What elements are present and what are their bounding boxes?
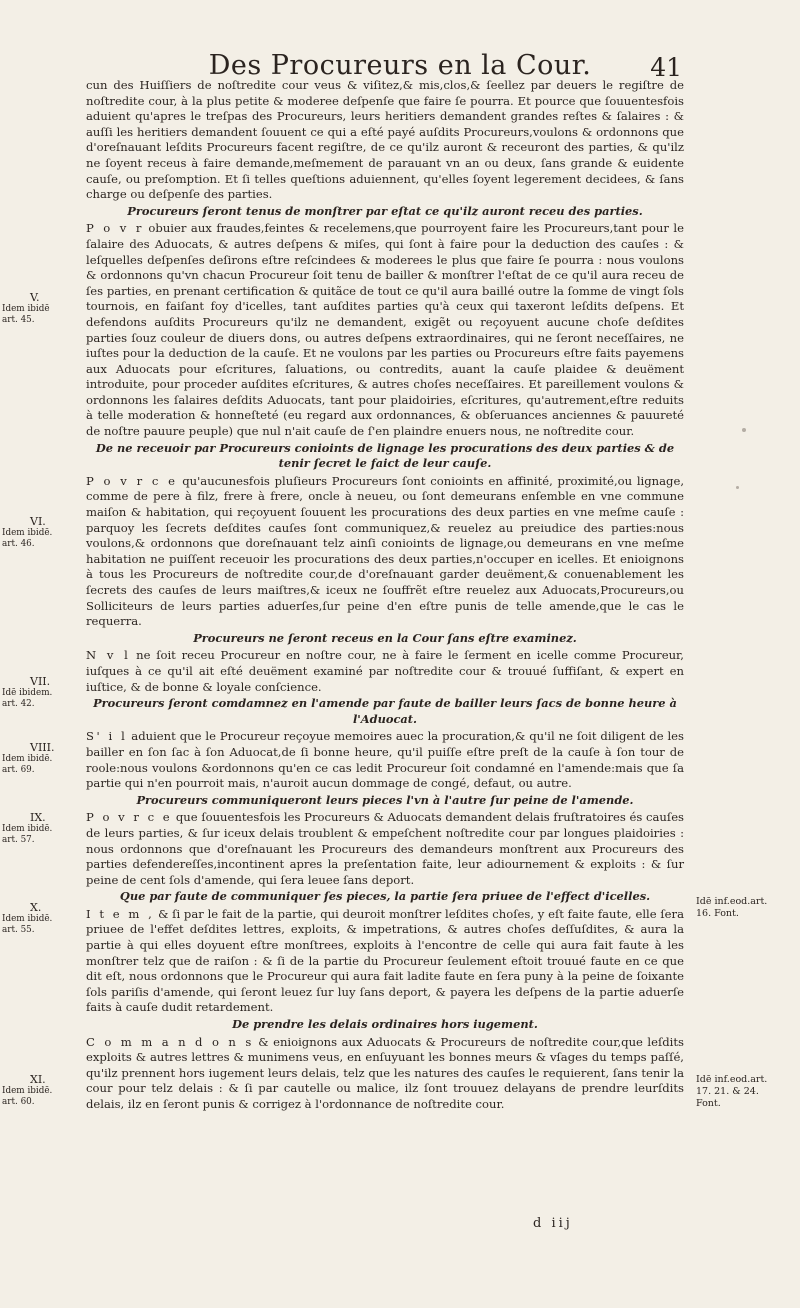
paragraph-text: qu'aucunesfois pluſieurs Procureurs ſont conioints en affinité, proximité,ou lignage, comme de pere à filz, frere à frere, oncle à neueu, ou ſont demeurans enſemble en vne commune maiſon & habitation, qui reçoyuent ſouuent les procurations des deux parties en vne meſme cauſe : parquoy les ſecrets deſdites cauſes ſont communiquez,& reuelez au preiudice des parties:nous voulons,& ordonnons que doreſnauant telz ainſi conioints de lignage,ou demeurans en vne meſme habitation ne puiſſent receuoir les procurations des deux parties,n'occuper en icelles. Et enioignons à tous les Procureurs de noſtredite cour,de d'oreſnauant garder deuëment,& conuenablement les ſecrets des cauſes de leurs maiſtres,& iceux ne ſouffrẽt eſtre reuelez aux Aduocats,Procureurs,ou Solliciteurs de leurs parties aduerſes,ſur peine d'en eſtre punis de telle amende,que le cas le requerra. xyxy=(86,473,685,629)
article-number: VI. xyxy=(30,515,46,528)
ink-speck xyxy=(736,486,739,489)
paragraph-text: & enioignons aux Aduocats & Procureurs de noſtredite cour,que leſdits exploits & autres lettres & munimens veus, en enſuyuant les bonnes meurs & vſages du temps paſſé, qu'ilz prennent hors iugement leurs delais, telz que les natures des cauſes le requierent, ſans tenir la cour pour telz delais : & ſi par cautelle ou malice, ilz ſont trouuez delayans de prendre leurſdits delais, ilz en ſeront punis & corrigez à l'ordonnance de noſtredite cour. xyxy=(86,1034,684,1111)
article-paragraph xyxy=(86,810,684,888)
margin-reference-line: art. 57. xyxy=(2,835,35,845)
paragraph-text: & ſi par le fait de la partie, qui deuroit monſtrer leſdites choſes, y eſt faite faute, elle ſera priuee de l'effet deſdites lettres, exploits, & impetrations, & autres choſes deſſuſdites, & aura la partie à qui elles doyuent eſtre monſtrees, exploits à l'encontre de celle qui aura fait faute à les monſtrer telz que de raiſon : & ſi de la partie du Procureur ſeulement eſtoit trouué faute en ce que dit eſt, nous ordonnons que le Procureur qui aura fait ladite faute en ſera puny à la peine de ſoixante ſols pariſis d'amende, qui ſeront leuez ſur luy ſans deport, & payera les deſpens de la partie aduerſe faits à cauſe dudit retardement. xyxy=(86,906,684,1015)
paragraph-lead-word: P o v r c e xyxy=(86,473,178,488)
paragraph-lead-word: C o m m a n d o n s xyxy=(86,1034,254,1049)
margin-reference-line: art. 69. xyxy=(2,765,35,775)
article-number: V. xyxy=(30,291,40,304)
article-paragraph xyxy=(86,1035,684,1113)
paragraph-text: aduient que le Procureur reçoyue memoires auec la procuration,& qu'il ne ſoit diligent de les bailler en ſon ſac à ſon Aduocat,de ſi bonne heure, qu'il puiſſe eſtre preſt de la cauſe à ſon tour de roole:nous voulons &ordonnons qu'en ce cas ledit Procureur ſoit condamné en l'amende:mais que ſa partie qui n'en pourroit mais, n'auroit aucun dommage de congé, defaut, ou autre. xyxy=(86,729,684,791)
paragraph-lead-word: P o v r xyxy=(86,221,144,236)
margin-reference-line: Idem ibidē. xyxy=(2,914,53,924)
right-margin-note xyxy=(696,1074,798,1110)
section-heading: Procureurs ne ſeront receus en la Cour ſans eſtre examinez. xyxy=(193,630,577,645)
margin-reference-line: 17. 21. & 24. xyxy=(696,1086,759,1097)
left-margin-note xyxy=(2,742,82,776)
article-paragraph xyxy=(86,221,684,439)
signature-mark: d iij xyxy=(533,1216,573,1231)
article-paragraph xyxy=(86,648,684,695)
article-number: XI. xyxy=(30,1073,46,1086)
paragraph-text: ne ſoit receu Procureur en noſtre cour, ne à faire le ſerment en icelle comme Procureur, iuſques à ce qu'il ait eſté deuëment examiné par noſtredite cour & trouué ſuffiſant, & expert en iuſtice, & de bonne & loyale conſcience. xyxy=(86,648,684,694)
margin-reference-line: art. 55. xyxy=(2,925,35,935)
margin-reference-line: Font. xyxy=(696,1098,721,1109)
margin-reference-line: Idem ibidē. xyxy=(2,824,53,834)
paragraph-lead-word: N v l xyxy=(86,648,131,663)
left-margin-note xyxy=(2,812,82,846)
margin-reference-line: Idē inf.eod.art. xyxy=(696,1074,768,1085)
paragraph-text: obuier aux fraudes,feintes & recelemens,que pourroyent faire les Procureurs,tant pour le ſalaire des Aduocats, & autres deſpens & miſes, qui ſont à faire pour la deduction des cauſes : & leſquelles deſpenſes deſirons eſtre reſcindees & moderees le plus que faire ſe pourra : nous voulons & ordonnons qu'vn chacun Procureur ſoit tenu de bailler & monſtrer l'eſtat de ce qu'il aura receu de ſes parties, en prenant certification & quitãce de tout ce qu'il aura baillé outre la ſomme de vingt ſols tournois, en faiſant foy d'icelles, tant auſdites parties qu'à ceux qui taxeront leſdits deſpens. Et defendons auſdits Procureurs qu'ilz ne demandent, exigẽt ou reçoyuent aucune choſe deſdites parties ſouz couleur de diuers dons, ou autres deſpens extraordinaires, qui ne ſeront neceſſaires, ne iuſtes pour la deduction de la cauſe. Et ne voulons par les parties ou Procureurs eſtre faits payemens aux Aduocats pour eſcritures, ſaluations, ou contredits, auant la cauſe plaidee & deuëment introduite, pour proceder auſdites eſcritures, & autres choſes neceſſaires. Et pareillement voulons & ordonnons les ſalaires deſdits Aduocats, tant pour plaidoiries, eſcritures, qu'autrement,eſtre reduits à telle moderation & honneſteté (eu regard aux ordonnances, & obſeruances anciennes & pauureté de noſtre pauure peuple) que nul n'ait cauſe de ſ'en plaindre enuers nous, ne noſtredite cour. xyxy=(86,221,684,439)
margin-reference-line: art. 42. xyxy=(2,699,35,709)
left-margin-note xyxy=(2,902,82,936)
left-margin-note xyxy=(2,676,82,710)
left-margin-note xyxy=(2,1074,82,1108)
section-heading: Procureurs communiqueront leurs pieces l'vn à l'autre ſur peine de l'amende. xyxy=(136,792,634,807)
section-heading: De ne receuoir par Procureurs conioints de lignage les procurations des deux parties & de tenir ſecret le faict de leur cauſe. xyxy=(95,440,675,471)
margin-reference-line: Idē inf.eod.art. xyxy=(696,896,768,907)
margin-reference-line: Idem ibidē. xyxy=(2,754,53,764)
body-text-column xyxy=(86,78,684,1114)
right-margin-note xyxy=(696,896,798,920)
section-heading: Que par faute de communiquer ſes pieces, la partie ſera priuee de l'effect d'icelles. xyxy=(119,889,651,904)
margin-reference-line: Idem ibidē. xyxy=(2,1086,53,1096)
article-paragraph xyxy=(86,907,684,1016)
margin-reference-line: art. 46. xyxy=(2,539,35,549)
left-margin-note xyxy=(2,292,82,326)
running-title: Des Procureurs en la Cour. xyxy=(208,50,592,81)
margin-reference-line: art. 45. xyxy=(2,315,35,325)
paragraph-lead-word: P o v r c e xyxy=(86,810,173,825)
margin-reference-line: art. 60. xyxy=(2,1097,35,1107)
section-heading: Procureurs ſeront comdamnez en l'amende par faute de bailler leurs ſacs de bonne heure à l'Aduocat. xyxy=(93,696,677,726)
section-heading: De prendre les delais ordinaires hors iugement. xyxy=(232,1017,538,1032)
article-paragraph xyxy=(86,474,684,630)
left-margin-note xyxy=(2,516,82,550)
paragraph-lead-word: S' i l xyxy=(86,729,128,744)
paragraph-text: cun des Huiſſiers de noſtredite cour veus & viſitez,& mis,clos,& ſeellez par deuers le regiſtre de noſtredite cour, à la plus petite & moderee deſpenſe que faire ſe pourra. Et pource que ſouuentesfois aduient qu'apres le treſpas des Procureurs, leurs heritiers demandent grandes reſtes & ſalaires : & auſſi les heritiers demandent ſouuent ce qui a eſté payé auſdits Procureurs,voulons & ordonnons que d'oreſnauant leſdits Procureurs facent regiſtre, de ce qu'ilz auront & receuront des parties, & qu'ilz ne ſoyent receus à faire demande,meſmement de parauant vn an ou deux, ſans grande & euidente cauſe, ou preſomption. Et ſi telles queſtions aduiennent, qu'elles ſoyent legerement decidees, & ſans charge ou deſpenſe des parties. xyxy=(86,78,684,202)
margin-reference-line: Idem ibidē xyxy=(2,304,50,314)
article-number: VII. xyxy=(30,675,51,688)
section-heading: Procureurs ſeront tenus de monſtrer par eſtat ce qu'ilz auront receu des parties. xyxy=(127,203,643,218)
article-paragraph xyxy=(86,729,684,791)
article-paragraph xyxy=(86,78,684,203)
ink-speck xyxy=(742,428,746,432)
article-number: X. xyxy=(30,901,42,914)
paragraph-lead-word: I t e m , xyxy=(86,906,155,921)
article-number: VIII. xyxy=(30,741,55,754)
margin-reference-line: Idē ibidem. xyxy=(2,688,53,698)
folio-number: 41 xyxy=(650,53,682,82)
margin-reference-line: Idem ibidē. xyxy=(2,528,53,538)
paragraph-text: que ſouuentesfois les Procureurs & Aduocats demandent delais fruſtratoires és cauſes de leurs parties, & ſur iceux delais troublent & empeſchent noſtredite cour par longues plaidoiries : nous ordonnons que d'oreſnauant les Procureurs des demandeurs monſtrent aux Procureurs des parties defendereſſes,incontinent apres la preſentation faite, leur adiournement & exploits : & ſur peine de cent ſols d'amende, qui ſera leuee ſans deport. xyxy=(86,810,685,887)
margin-reference-line: 16. Font. xyxy=(696,908,739,919)
article-number: IX. xyxy=(30,811,46,824)
